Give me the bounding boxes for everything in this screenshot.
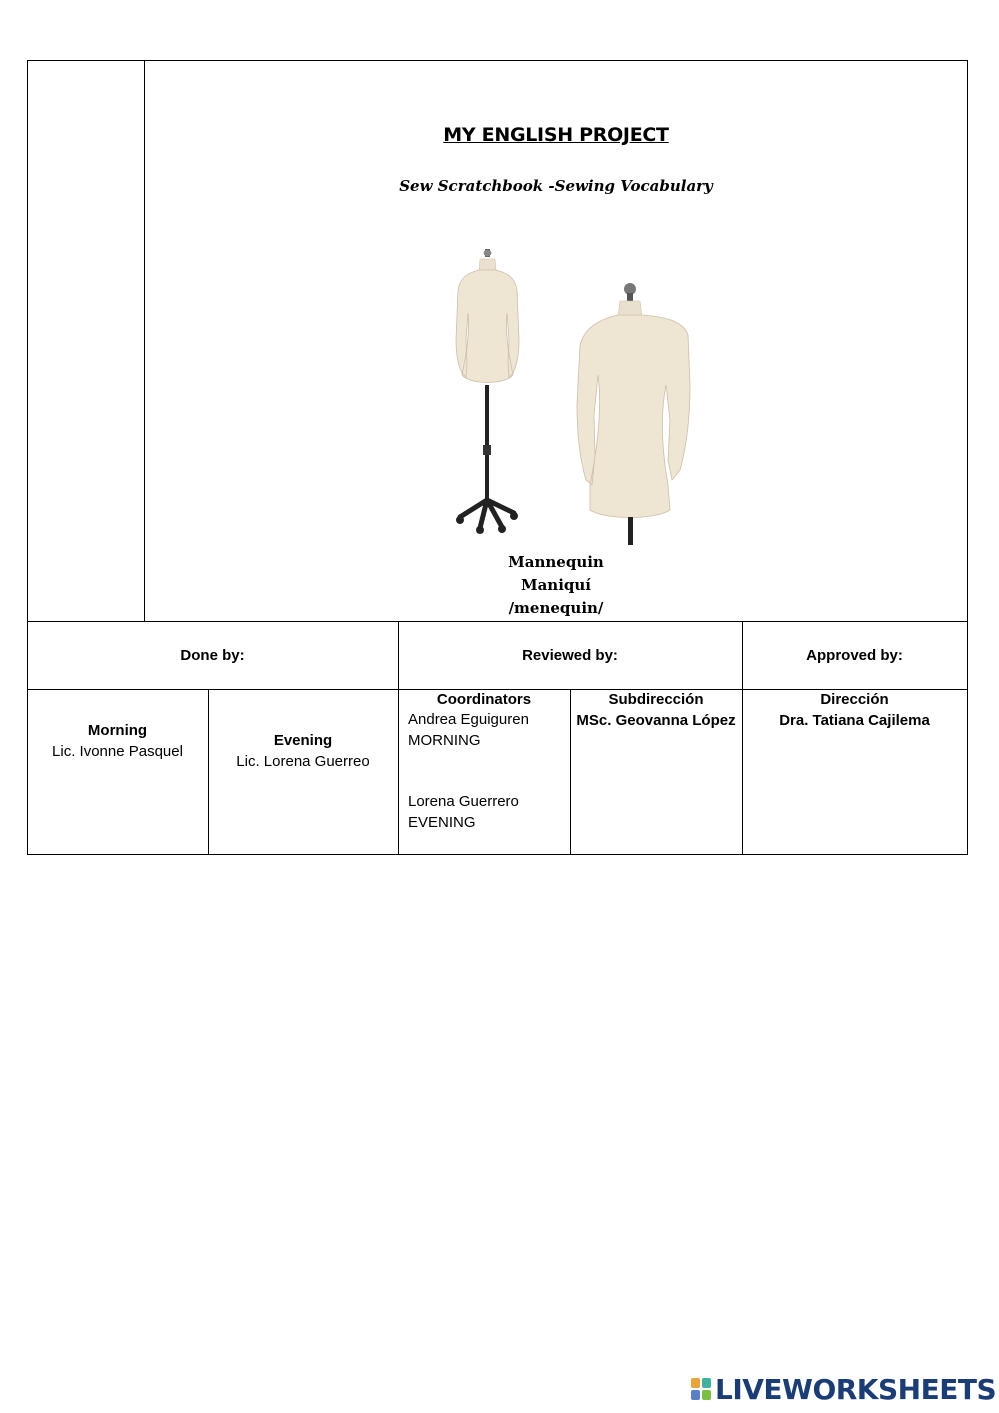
subdireccion-label: Subdirección xyxy=(608,691,704,708)
approved-by-label: Approved by: xyxy=(806,647,903,664)
logo-grid-icon xyxy=(690,1377,712,1401)
coordinator-2-shift: EVENING xyxy=(408,813,476,831)
caption-phonetic: /menequin/ xyxy=(508,599,604,617)
liveworksheets-logo[interactable] xyxy=(690,1372,996,1406)
morning-cell xyxy=(27,721,208,762)
coordinators-label: Coordinators xyxy=(436,691,532,708)
page-title: MY ENGLISH PROJECT xyxy=(443,124,669,146)
coordinator-2 xyxy=(408,792,568,833)
mannequin-large xyxy=(577,283,690,545)
direccion-label: Dirección xyxy=(820,691,889,708)
coordinator-1-name: Andrea Eguiguren xyxy=(408,711,529,728)
evening-cell xyxy=(208,731,398,772)
direccion-name: Dra. Tatiana Cajilema xyxy=(779,711,930,729)
evening-name: Lic. Lorena Guerreo xyxy=(236,752,370,770)
subdireccion-name: MSc. Geovanna López xyxy=(576,711,736,729)
morning-name: Lic. Ivonne Pasquel xyxy=(52,742,183,760)
caption-english: Mannequin xyxy=(508,553,604,571)
coordinator-2-name: Lorena Guerrero xyxy=(408,793,519,810)
coordinator-1 xyxy=(408,710,568,751)
evening-label: Evening xyxy=(273,732,333,749)
logo-square-icon xyxy=(702,1390,711,1400)
page-subtitle: Sew Scratchbook -Sewing Vocabulary xyxy=(399,177,713,195)
reviewed-by-label: Reviewed by: xyxy=(522,647,618,664)
coordinator-1-shift: MORNING xyxy=(408,731,481,749)
done-by-label: Done by: xyxy=(180,647,245,664)
subdireccion-cell xyxy=(570,690,742,731)
logo-square-icon xyxy=(691,1390,700,1400)
logo-square-icon xyxy=(702,1378,711,1388)
morning-label: Morning xyxy=(87,722,148,739)
caption-spanish: Maniquí xyxy=(520,576,592,594)
direccion-cell xyxy=(742,690,967,731)
brand-name: LIVEWORKSHEETS xyxy=(715,1372,997,1406)
mannequin-small xyxy=(456,249,519,534)
logo-square-icon xyxy=(691,1378,700,1388)
mannequin-icon xyxy=(440,245,710,550)
